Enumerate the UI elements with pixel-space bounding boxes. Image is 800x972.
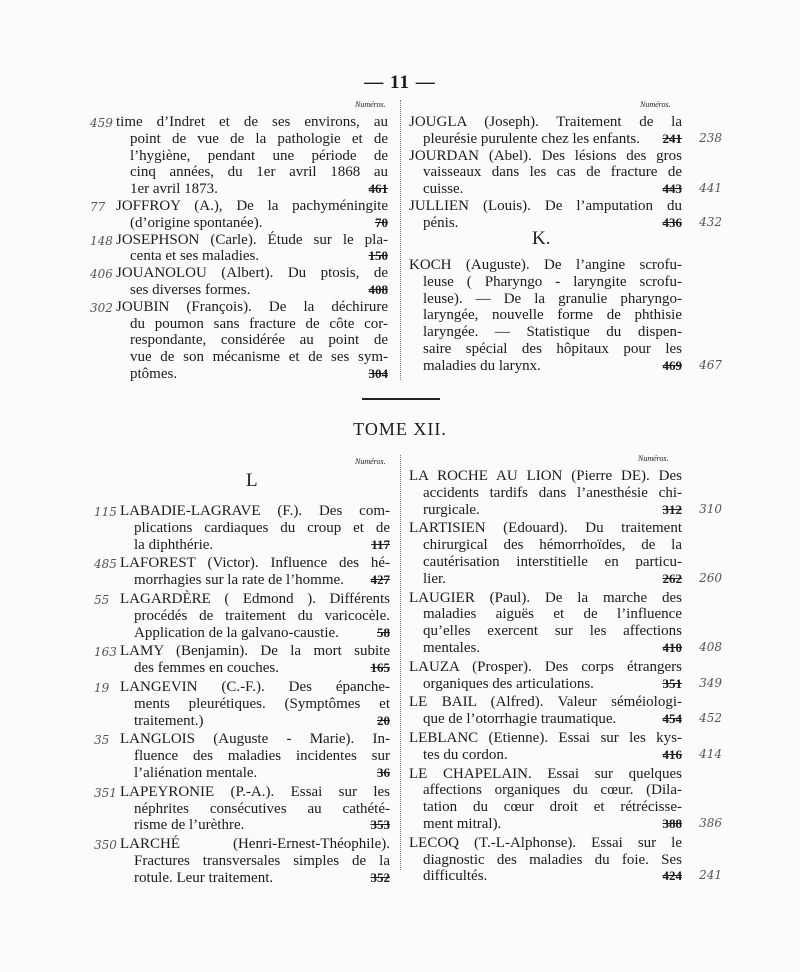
entry-line: respondante, considérée au point de [130,332,388,349]
handwritten-number: 148 [90,233,113,248]
handwritten-number: 386 [699,815,722,830]
entry-line: cautérisation interstitielle en particu- [423,553,682,570]
entry-line: LE CHAPELAIN. Essai sur quelques [409,765,682,782]
index-entry [409,834,722,885]
entry-line: LABADIE-LAGRAVE (F.). Des com- [120,503,390,519]
handwritten-number: 260 [699,570,722,585]
section-rule [362,398,440,400]
entry-line: LAGARDÈRE ( Edmond ). Différents [120,590,390,607]
column-bottom-right [409,468,722,885]
entry-line: chirurgical des hémorrhoïdes, de la [423,537,682,554]
handwritten-number: 452 [699,711,722,726]
entry-line: plications cardiaques du croup et de [134,519,390,536]
entry-line: maladies du larynx. [423,357,541,374]
entry-line: point de vue de la pathologie et de [130,130,388,147]
entry-number: 424 [662,868,682,884]
entry-line: pénis. [423,214,459,231]
entry-line: vue de son mécanisme et de ses sym- [130,349,388,366]
entry-line: traitement.) [134,712,204,729]
entry-number: 70 [375,214,388,230]
column-divider-bottom [400,455,402,870]
entry-line: ments pleurétiques. (Symptômes et [134,695,390,712]
index-entry [90,231,388,266]
entry-number: 312 [662,501,682,517]
index-entry [409,114,722,148]
entry-line: diagnostic des maladies du foie. Ses [423,851,682,868]
entry-line: cinq années, du 1er avril 1868 au [130,164,388,181]
index-entry [409,520,722,587]
index-entry [94,731,390,781]
section-letter-l: L [246,470,258,491]
entry-line: morrhagies sur la rate de l’homme. [134,572,344,589]
entry-line: time d’Indret et de ses environs, au [116,114,388,130]
index-entry [94,836,390,886]
entry-line: JULLIEN (Louis). De l’amputation du [409,197,682,214]
index-entry [90,197,388,232]
handwritten-number: 485 [94,557,117,572]
entry-line: saire spécial des hôpitaux pour les [423,340,682,357]
entry-line: laryngée. — Statistique du dispen- [423,324,682,341]
entry-number: 262 [662,570,682,586]
entry-line: lier. [423,570,446,587]
entry-line: Application de la galvano-caustie. [134,624,339,641]
handwritten-number: 55 [94,592,110,607]
entry-line: LAUGIER (Paul). De la marche des [409,589,682,606]
entry-line: mentales. [423,639,481,656]
index-entry [409,694,722,728]
handwritten-number: 406 [90,267,113,282]
handwritten-number: 310 [699,501,722,516]
index-entry [409,658,722,693]
entry-line: JOURDAN (Abel). Des lésions des gros [409,147,682,164]
index-entry [90,298,388,383]
entry-number: 436 [662,214,682,230]
entry-line: la diphthérie. [134,536,214,553]
numeros-header-left-bottom: Numéros. [355,457,386,466]
entry-line: JOUBIN (François). De la déchirure [116,298,388,315]
entry-number: 461 [368,181,388,197]
index-entry [409,765,722,833]
entry-line: JOUANOLOU (Albert). Du ptosis, de [116,265,388,282]
entry-line: leuse ( Pharyngo - laryngite scrofu- [423,273,682,290]
entry-line: (d’origine spontanée). [130,214,263,231]
column-top-right-k [409,257,722,375]
entry-line: LANGEVIN (C.-F.). Des épanche- [120,678,390,695]
column-top-left [90,114,388,383]
entry-line: leuse). — De la granulie pharyngo- [423,290,682,307]
index-entry [94,643,390,677]
entry-line: du poumon sans fracture de côte cor- [130,315,388,332]
index-entry [409,589,722,657]
entry-line: laryngée, nouvelle forme de phthisie [423,307,682,324]
entry-line: vaisseaux dans les cas de fracture de [423,164,682,181]
entry-number: 427 [370,572,390,588]
index-entry [94,555,390,589]
index-entry [409,257,722,375]
handwritten-number: 432 [699,214,722,229]
handwritten-number: 163 [94,645,117,660]
entry-number: 352 [370,869,390,885]
entry-number: 241 [662,130,682,146]
index-entry [94,783,390,834]
entry-line: KOCH (Auguste). De l’angine scrofu- [409,257,682,273]
handwritten-number: 19 [94,680,110,695]
entry-line: LAUZA (Prosper). Des corps étrangers [409,658,682,675]
handwritten-number: 408 [699,639,722,654]
entry-line: risme de l’urèthre. [134,817,245,834]
entry-line: cuisse. [423,181,464,198]
numeros-header-right: Numéros. [640,100,671,109]
handwritten-number: 241 [699,868,722,883]
entry-number: 20 [377,712,390,728]
entry-line: ment mitral). [423,815,502,832]
entry-line: 1er avril 1873. [130,181,218,198]
handwritten-number: 302 [90,300,113,315]
entry-line: néphrites consécutives au cathété- [134,800,390,817]
entry-line: LAFOREST (Victor). Influence des hé- [120,555,390,572]
entry-number: 117 [371,536,390,552]
handwritten-number: 238 [699,130,722,145]
entry-number: 410 [662,639,682,655]
entry-line: ptômes. [130,365,178,382]
entry-line: LECOQ (T.-L-Alphonse). Essai sur le [409,834,682,851]
numeros-header-right-bottom: Numéros. [638,454,669,463]
entry-number: 150 [368,248,388,264]
entry-line: LEBLANC (Etienne). Essai sur les kys- [409,729,682,746]
entry-line: l’hygiène, pendant une période de [130,147,388,164]
entry-number: 58 [377,624,390,640]
entry-line: tes du cordon. [423,746,508,763]
handwritten-number: 414 [699,746,722,761]
handwritten-number: 115 [94,505,117,519]
entry-line: centa et ses maladies. [130,248,260,265]
entry-line: Fractures transversales simples de la [134,852,390,869]
entry-line: JOSEPHSON (Carle). Étude sur le pla- [116,231,388,248]
index-entry [94,678,390,729]
index-entry [90,265,388,299]
index-entry [94,590,390,641]
entry-line: rurgicale. [423,501,480,518]
entry-line: rotule. Leur traitement. [134,869,274,886]
handwritten-number: 441 [699,181,722,196]
entry-number: 351 [662,675,682,691]
entry-line: fluence des maladies incidentes sur [134,748,390,765]
column-top-right [409,114,722,232]
index-entry [409,468,722,518]
entry-line: maladies aiguës et de l’influence [423,606,682,623]
entry-line: LE BAIL (Alfred). Valeur séméiologi- [409,694,682,711]
index-entry [409,197,722,232]
entry-number: 443 [662,181,682,197]
entry-line: LARCHÉ (Henri-Ernest-Théophile). [120,836,390,853]
entry-line: LAMY (Benjamin). De la mort subite [120,643,390,660]
handwritten-number: 350 [94,838,117,853]
entry-number: 408 [368,281,388,297]
entry-line: que de l’otorrhagie traumatique. [423,711,617,728]
entry-line: JOUGLA (Joseph). Traitement de la [409,114,682,130]
entry-line: LANGLOIS (Auguste - Marie). In- [120,731,390,748]
handwritten-number: 459 [90,116,113,130]
index-entry [94,503,390,553]
column-divider-top [400,100,402,380]
handwritten-number: 77 [90,199,106,214]
entry-number: 353 [370,817,390,833]
entry-line: LAPEYRONIE (P.-A.). Essai sur les [120,783,390,800]
entry-line: des femmes en couches. [134,660,279,677]
index-entry [409,729,722,764]
entry-line: affections organiques du cœur. (Dila- [423,782,682,799]
index-entry [409,147,722,198]
entry-line: tation du cœur droit et rétrécisse- [423,799,682,816]
entry-number: 416 [662,746,682,762]
handwritten-number: 467 [699,357,722,372]
handwritten-number: 351 [94,785,117,800]
entry-line: JOFFROY (A.), De la pachyméningite [116,197,388,214]
entry-line: LA ROCHE AU LION (Pierre DE). Des [409,468,682,484]
handwritten-number: 35 [94,733,110,748]
entry-line: l’aliénation mentale. [134,764,258,781]
page-number: — 11 — [364,72,436,93]
numeros-header-left: Numéros. [355,100,386,109]
tome-heading: TOME XII. [353,419,447,439]
entry-number: 454 [662,711,682,727]
entry-line: qu’elles exercent sur les affections [423,623,682,640]
entry-line: organiques des articulations. [423,675,594,692]
entry-number: 469 [662,357,682,373]
entry-number: 165 [370,660,390,676]
entry-number: 36 [377,764,390,780]
section-letter-k: K. [532,228,551,249]
index-entry [90,114,388,198]
entry-line: difficultés. [423,868,488,885]
entry-line: pleurésie purulente chez les enfants. [423,130,640,147]
column-bottom-left [94,503,390,887]
entry-number: 388 [662,815,682,831]
entry-line: LARTISIEN (Edouard). Du traitement [409,520,682,537]
entry-line: procédés de traitement du varicocèle. [134,607,390,624]
entry-line: accidents tardifs dans l’anesthésie chi- [423,484,682,501]
entry-number: 304 [368,365,388,381]
handwritten-number: 349 [699,675,722,690]
entry-line: ses diverses formes. [130,281,251,298]
